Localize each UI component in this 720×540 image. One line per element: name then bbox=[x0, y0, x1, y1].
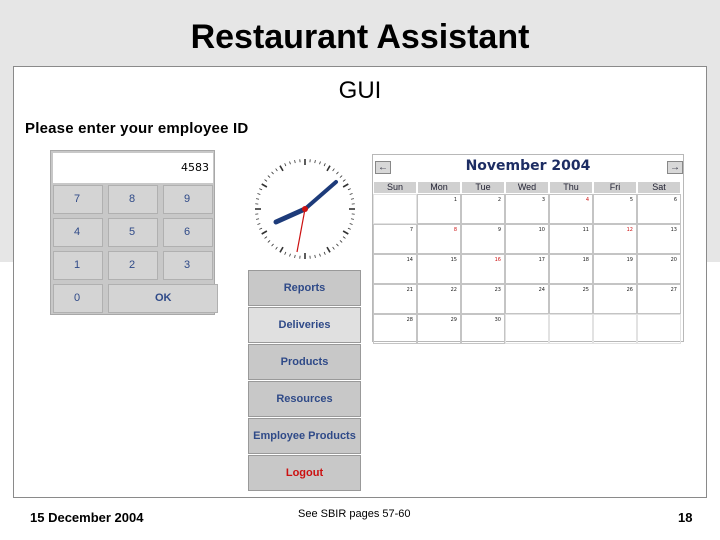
calendar-day-cell[interactable]: 17 bbox=[505, 254, 549, 284]
calendar-day-cell[interactable]: 4 bbox=[549, 194, 593, 224]
clock-tick bbox=[285, 163, 286, 166]
calendar-empty-cell bbox=[549, 314, 593, 344]
clock-tick bbox=[348, 189, 351, 190]
clock-tick bbox=[333, 247, 335, 249]
clock-tick bbox=[257, 194, 260, 195]
calendar-day-cell[interactable]: 27 bbox=[637, 284, 681, 314]
clock-tick bbox=[333, 169, 335, 171]
clock-tick bbox=[327, 166, 330, 171]
keypad-key-4[interactable]: 4 bbox=[53, 218, 103, 247]
calendar-day-cell[interactable]: 13 bbox=[637, 224, 681, 254]
clock-tick bbox=[351, 219, 354, 220]
calendar-day-cell[interactable]: 2 bbox=[461, 194, 505, 224]
footer-date: 15 December 2004 bbox=[30, 510, 144, 525]
calendar-day-cell[interactable]: 25 bbox=[549, 284, 593, 314]
weekday-label: Tue bbox=[461, 181, 505, 194]
calendar-day-cell[interactable]: 18 bbox=[549, 254, 593, 284]
clock-tick bbox=[320, 161, 321, 164]
keypad-key-7[interactable]: 7 bbox=[53, 185, 103, 214]
calendar-day-cell[interactable]: 1 bbox=[417, 194, 461, 224]
clock-icon bbox=[248, 152, 362, 270]
clock-tick bbox=[340, 176, 342, 178]
clock-tick bbox=[272, 244, 274, 246]
calendar-day-cell[interactable]: 23 bbox=[461, 284, 505, 314]
clock-tick bbox=[285, 252, 286, 255]
menu-resources-button[interactable]: Resources bbox=[248, 381, 361, 417]
calendar-header bbox=[373, 155, 683, 180]
calendar-empty-cell bbox=[593, 314, 637, 344]
weekday-label: Sun bbox=[373, 181, 417, 194]
keypad-key-0[interactable]: 0 bbox=[53, 284, 103, 313]
clock-tick bbox=[268, 176, 270, 178]
clock-tick bbox=[290, 254, 291, 257]
calendar bbox=[372, 154, 684, 342]
calendar-day-cell[interactable]: 10 bbox=[505, 224, 549, 254]
calendar-day-cell[interactable]: 26 bbox=[593, 284, 637, 314]
clock-tick bbox=[259, 228, 262, 229]
clock-tick bbox=[276, 247, 278, 249]
clock-tick bbox=[351, 199, 354, 200]
keypad-key-5[interactable]: 5 bbox=[108, 218, 158, 247]
clock-tick bbox=[276, 169, 278, 171]
calendar-day-cell[interactable]: 28 bbox=[373, 314, 417, 344]
calendar-day-cell[interactable]: 11 bbox=[549, 224, 593, 254]
page-number: 18 bbox=[678, 510, 693, 525]
weekday-label: Sat bbox=[637, 181, 681, 194]
clock-tick bbox=[343, 231, 348, 234]
clock-tick bbox=[343, 184, 348, 187]
clock-tick bbox=[259, 189, 262, 190]
menu-logout-button[interactable]: Logout bbox=[248, 455, 361, 491]
footer-note: See SBIR pages 57-60 bbox=[298, 508, 411, 520]
keypad-key-6[interactable]: 6 bbox=[163, 218, 213, 247]
clock-tick bbox=[295, 160, 296, 163]
calendar-day-cell[interactable]: 15 bbox=[417, 254, 461, 284]
keypad-ok-button[interactable]: OK bbox=[108, 284, 218, 313]
calendar-day-cell[interactable]: 20 bbox=[637, 254, 681, 284]
clock-tick bbox=[262, 231, 267, 234]
left-arrow-icon[interactable]: ← bbox=[375, 161, 391, 174]
clock-tick bbox=[315, 255, 316, 258]
calendar-empty-cell bbox=[505, 314, 549, 344]
slide-title: Restaurant Assistant bbox=[190, 18, 530, 56]
clock-tick bbox=[257, 224, 260, 225]
calendar-day-cell[interactable]: 16 bbox=[461, 254, 505, 284]
clock-tick bbox=[340, 240, 342, 242]
calendar-day-cell[interactable]: 6 bbox=[637, 194, 681, 224]
clock-tick bbox=[256, 199, 259, 200]
clock-tick bbox=[350, 194, 353, 195]
clock-tick bbox=[315, 160, 316, 163]
calendar-day-cell[interactable]: 7 bbox=[373, 224, 417, 254]
clock-tick bbox=[256, 219, 259, 220]
calendar-day-cell[interactable]: 21 bbox=[373, 284, 417, 314]
calendar-month-label: November 2004 bbox=[465, 158, 591, 174]
clock-tick bbox=[320, 254, 321, 257]
calendar-day-cell[interactable]: 5 bbox=[593, 194, 637, 224]
calendar-day-cell[interactable]: 14 bbox=[373, 254, 417, 284]
menu-employee-products-button[interactable]: Employee Products bbox=[248, 418, 361, 454]
clock-tick bbox=[350, 224, 353, 225]
menu-deliveries-button[interactable]: Deliveries bbox=[248, 307, 361, 343]
calendar-day-cell[interactable]: 30 bbox=[461, 314, 505, 344]
calendar-day-cell[interactable]: 22 bbox=[417, 284, 461, 314]
keypad-key-9[interactable]: 9 bbox=[163, 185, 213, 214]
keypad-key-8[interactable]: 8 bbox=[108, 185, 158, 214]
employee-id-display: 4583 bbox=[53, 153, 213, 183]
clock-tick bbox=[343, 237, 345, 239]
calendar-day-cell[interactable]: 9 bbox=[461, 224, 505, 254]
menu-products-button[interactable]: Products bbox=[248, 344, 361, 380]
calendar-empty-cell bbox=[373, 194, 417, 224]
weekday-label: Mon bbox=[417, 181, 461, 194]
weekday-label: Thu bbox=[549, 181, 593, 194]
clock-tick bbox=[343, 180, 345, 182]
keypad-key-3[interactable]: 3 bbox=[163, 251, 213, 280]
clock-tick bbox=[262, 184, 267, 187]
clock-tick bbox=[280, 247, 283, 252]
clock-tick bbox=[290, 161, 291, 164]
weekday-label: Fri bbox=[593, 181, 637, 194]
clock-tick bbox=[265, 180, 267, 182]
clock-tick bbox=[295, 255, 296, 258]
weekday-header-row bbox=[373, 181, 683, 194]
keypad bbox=[50, 150, 215, 315]
right-arrow-icon[interactable]: → bbox=[667, 161, 683, 174]
calendar-empty-cell bbox=[637, 314, 681, 344]
clock-tick bbox=[268, 240, 270, 242]
clock-tick bbox=[336, 244, 338, 246]
clock-tick bbox=[336, 172, 338, 174]
analog-clock bbox=[248, 152, 362, 270]
employee-id-prompt: Please enter your employee ID bbox=[25, 120, 249, 137]
keypad-key-2[interactable]: 2 bbox=[108, 251, 158, 280]
slide-subtitle: GUI bbox=[338, 77, 382, 104]
clock-tick bbox=[265, 237, 267, 239]
clock-tick bbox=[348, 228, 351, 229]
clock-tick bbox=[327, 247, 330, 252]
keypad-key-1[interactable]: 1 bbox=[53, 251, 103, 280]
clock-tick bbox=[324, 252, 325, 255]
clock-tick bbox=[324, 163, 325, 166]
menu-reports-button[interactable]: Reports bbox=[248, 270, 361, 306]
calendar-day-cell[interactable]: 19 bbox=[593, 254, 637, 284]
main-menu bbox=[248, 270, 362, 492]
calendar-day-cell[interactable]: 29 bbox=[417, 314, 461, 344]
calendar-day-cell[interactable]: 24 bbox=[505, 284, 549, 314]
clock-tick bbox=[272, 172, 274, 174]
calendar-day-cell[interactable]: 8 bbox=[417, 224, 461, 254]
calendar-day-cell[interactable]: 3 bbox=[505, 194, 549, 224]
weekday-label: Wed bbox=[505, 181, 549, 194]
calendar-day-cell[interactable]: 12 bbox=[593, 224, 637, 254]
clock-tick bbox=[280, 166, 283, 171]
